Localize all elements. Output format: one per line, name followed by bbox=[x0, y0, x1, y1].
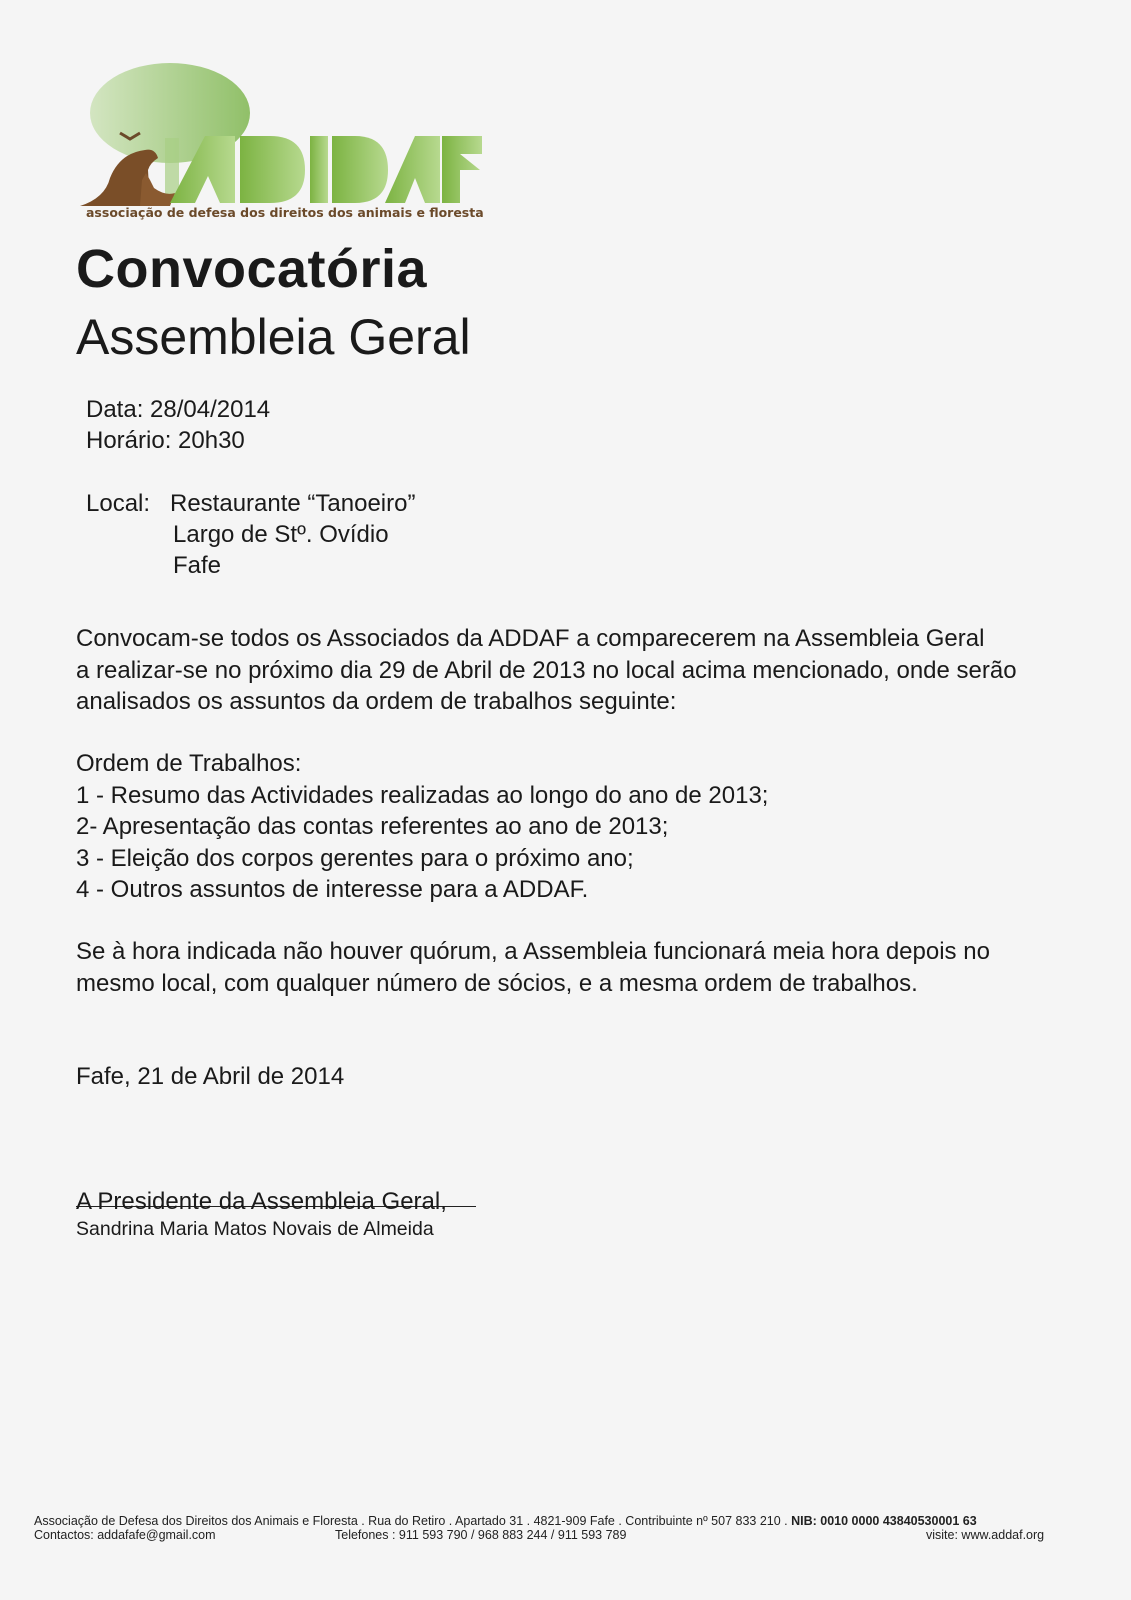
footer-address-text: Associação de Defesa dos Direitos dos Animais e Floresta . Rua do Retiro . Apartado 31 . 4821-909 Fafe . Contribuinte nº 507 833 210 . bbox=[34, 1514, 788, 1528]
text-line: Se à hora indicada não houver quórum, a Assembleia funcionará meia hora depois no bbox=[76, 938, 990, 965]
location-line: Fafe bbox=[173, 552, 222, 579]
agenda-item: 3 - Eleição dos corpos gerentes para o próximo ano; bbox=[76, 844, 634, 872]
footer-address bbox=[34, 1514, 977, 1528]
text-line: a realizar-se no próximo dia 29 de Abril de 2013 no local acima mencionado, onde serão bbox=[76, 656, 1017, 684]
agenda bbox=[76, 748, 768, 906]
agenda-heading: Ordem de Trabalhos: bbox=[76, 750, 302, 777]
text-line: Convocam-se todos os Associados da ADDAF a comparecerem na Assembleia Geral bbox=[76, 625, 985, 652]
intro-paragraph bbox=[76, 623, 1017, 718]
quorum-paragraph bbox=[76, 936, 990, 999]
footer-nib: NIB: 0010 0000 43840530001 63 bbox=[791, 1514, 977, 1528]
place-date: Fafe, 21 de Abril de 2014 bbox=[76, 1063, 345, 1090]
location-label: Local: bbox=[86, 490, 151, 517]
logo-letters bbox=[170, 136, 482, 203]
signatory-role: A Presidente da Assembleia Geral, bbox=[76, 1188, 447, 1215]
footer-phones: Telefones : 911 593 790 / 968 883 244 / 911 593 789 bbox=[335, 1528, 627, 1542]
document-subtitle: Assembleia Geral bbox=[76, 309, 471, 365]
addaf-logo bbox=[70, 58, 495, 223]
signatory-name: Sandrina Maria Matos Novais de Almeida bbox=[76, 1218, 434, 1240]
document-title: Convocatória bbox=[76, 239, 428, 299]
footer-contacts: Contactos: addafafe@gmail.com bbox=[34, 1528, 216, 1542]
meeting-date: Data: 28/04/2014 bbox=[86, 396, 271, 423]
agenda-item: 1 - Resumo das Actividades realizadas ao longo do ano de 2013; bbox=[76, 781, 769, 809]
location-line: Largo de Stº. Ovídio bbox=[173, 521, 389, 548]
agenda-item: 2- Apresentação das contas referentes ao ano de 2013; bbox=[76, 813, 669, 840]
footer-website[interactable]: visite: www.addaf.org bbox=[926, 1528, 1045, 1542]
location-line: Restaurante “Tanoeiro” bbox=[170, 490, 416, 517]
meeting-time: Horário: 20h30 bbox=[86, 427, 245, 454]
logo-tagline: associação de defesa dos direitos dos animais e floresta bbox=[86, 205, 484, 220]
text-line: mesmo local, com qualquer número de sócios, e a mesma ordem de trabalhos. bbox=[76, 969, 918, 997]
text-line: analisados os assuntos da ordem de trabalhos seguinte: bbox=[76, 688, 677, 715]
agenda-item: 4 - Outros assuntos de interesse para a ADDAF. bbox=[76, 876, 589, 903]
